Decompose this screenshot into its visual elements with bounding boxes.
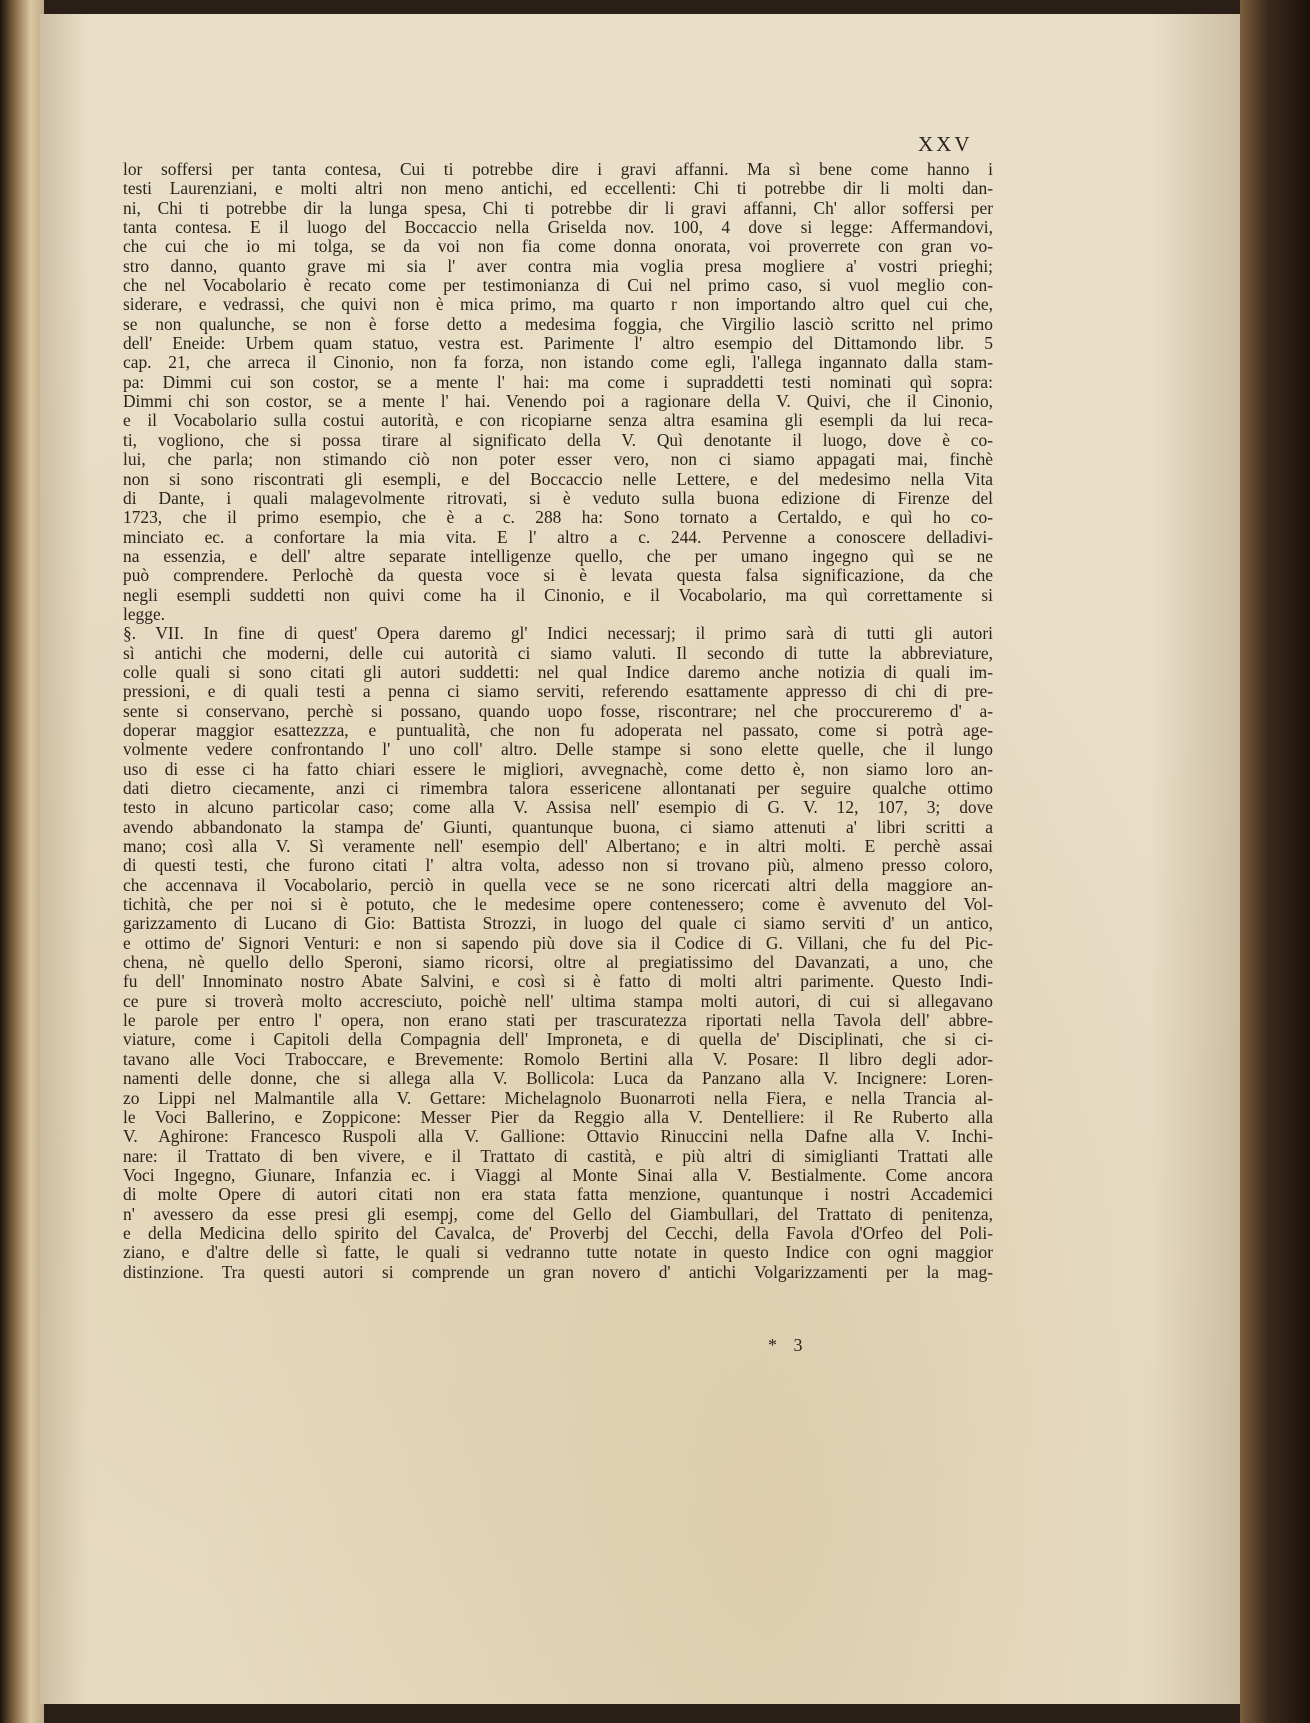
text-line: lui, che parla; non stimando ciò non poter esser vero, non ci siamo appagati mai, finchè [123,449,993,470]
text-line: dati dietro ciecamente, anzi ci rimembra talora essericene allontanati per seguire qualche ottimo [123,778,993,798]
text-line: e il Vocabolario sulla costui autorità, e con ricopiarne senza altra esamina gli esempli da lui reca- [123,410,993,431]
text-line: pa: Dimmi cui son costor, se a mente l' hai: ma come i supraddetti testi nominati quì sopra: [123,371,993,392]
page-number: XXV [918,132,973,156]
text-line: nare: il Trattato di ben vivere, e il Trattato di castità, e più altri di simiglianti Trattati alle [123,1145,993,1166]
text-line: di molte Opere di autori citati non era stata fatta menzione, quantunque i nostri Accademici [123,1184,993,1205]
text-line: Dimmi chi son costor, se a mente l' hai. Venendo poi a ragionare della V. Quivi, che il Cinonio, [123,391,993,412]
text-line: dell' Eneide: Urbem quam statuo, vestra est. Parimente l' altro esempio del Dittamondo libr. 5 [123,333,993,354]
text-line: stro danno, quanto grave mi sia l' aver contra mia voglia presa mogliere a' vostri prieghi; [123,255,993,276]
text-line: namenti delle donne, che si allega alla V. Bollicola: Luca da Panzano alla V. Incignere: Loren- [123,1068,993,1089]
text-line: che accennava il Vocabolario, perciò in quella vece se ne sono ricercati altri della maggiore an- [123,874,993,895]
text-line: sì antichi che moderni, delle cui autorità ci siamo valuti. Il secondo di tutte la abbreviature, [123,642,993,663]
text-line: colle quali si sono citati gli autori suddetti: nel qual Indice daremo anche notizia di quali im- [123,661,993,682]
text-line: tichità, che per noi si è potuto, che le medesime opere contenessero; come è avvenuto del Vol- [123,894,993,915]
text-line: viature, come i Capitoli della Compagnia dell' Improneta, e di quella de' Disciplinati, che si ci- [123,1029,993,1050]
text-line: testo in alcuno particolar caso; come alla V. Assisa nell' esempio di G. V. 12, 107, 3; dove [123,797,993,818]
text-line: V. Aghirone: Francesco Ruspoli alla V. Gallione: Ottavio Rinuccini nella Dafne alla V. Inchi- [123,1126,993,1147]
text-line: 1723, che il primo esempio, che è a c. 288 ha: Sono tornato a Certaldo, e quì ho co- [123,507,993,528]
text-line: na essenzia, e dell' altre separate intelligenze quello, che per umano ingegno quì se ne [123,545,993,566]
body-text [123,160,993,1282]
text-line: se non qualunche, se non è forse detto a medesima foggia, che Virgilio lasciò scritto nel primo [123,313,993,334]
text-line: Voci Ingegno, Giunare, Infanzia ec. i Viaggi al Monte Sinai alla V. Bestialmente. Come ancora [123,1164,993,1185]
text-line: che nel Vocabolario è recato come per testimonianza di Cui nel primo caso, si vuol meglio con- [123,275,993,296]
text-line: ce pure si troverà molto accresciuto, poichè nell' ultima stampa molti autori, di cui si allegavano [123,990,993,1011]
text-line: legge. [123,603,166,624]
text-line: pressioni, e di quali testi a penna ci siamo serviti, referendo esattamente appresso di chi di pre- [123,681,993,702]
text-line: cap. 21, che arreca il Cinonio, non fa forza, non istando come egli, l'allega ingannato dalla stam- [123,352,993,373]
text-line: di Dante, i quali malagevolmente ritrovati, si è veduto sulla buona edizione di Firenze del [123,487,993,508]
text-line: ti, vogliono, che si possa tirare al significato della V. Quì denotante il luogo, dove è co- [123,429,993,450]
signature-mark: * 3 [768,1335,809,1355]
text-line: sente si conservano, perchè si possano, quando uopo fosse, riscontrare; nel che proccureremo d' a- [123,700,993,721]
text-line: volmente vedere confrontando l' uno coll' altro. Delle stampe si sono elette quelle, che il lungo [123,739,993,760]
text-line: di questi testi, che furono citati l' altra volta, adesso non si trovano più, almeno presso coloro, [123,855,993,876]
right-page-edge [1240,0,1310,1723]
text-line: non si sono riscontrati gli esempli, e del Boccaccio nelle Lettere, e del medesimo nella Vita [123,468,993,489]
text-line: tavano alle Voci Traboccare, e Brevemente: Romolo Bertini alla V. Posare: Il libro degli ador- [123,1048,993,1069]
text-line: negli esempli suddetti non quivi come ha il Cinonio, e il Vocabolario, ma quì correttamente si [123,584,993,605]
text-line: uso di esse ci ha fatto chiari essere le migliori, avvegnachè, come detto è, non siamo loro an- [123,758,993,779]
text-line: garizzamento di Lucano di Gio: Battista Strozzi, in luogo del quale ci siamo serviti d' un antico, [123,913,993,934]
text-line: che cui che io mi tolga, se da voi non fia come donna onorata, voi proverrete con gran vo- [123,236,993,257]
text-line: fu dell' Innominato nostro Abate Salvini, e così si è fatto di molti altri parimente. Questo Indi- [123,971,993,992]
text-line: n' avessero da esse presi gli esempj, come del Gello del Giambullari, del Trattato di penitenza, [123,1203,993,1224]
text-line: e ottimo de' Signori Venturi: e non si sapendo più dove sia il Codice di G. Villani, che fu del Pic- [123,932,993,953]
text-line: minciato ec. a confortare la mia vita. E l' altro a c. 244. Pervenne a conoscere delladivi- [123,526,993,547]
text-line: ziano, e d'altre delle sì fatte, le quali si vedranno tutte notate in questo Indice con ogni maggior [123,1242,993,1263]
text-line: mano; così alla V. Sì veramente nell' esempio dell' Albertano; e in altri molti. E perchè assai [123,836,993,857]
text-line: avendo abbandonato la stampa de' Giunti, quantunque buona, ci siamo attenuti a' libri scritti a [123,816,993,837]
text-line: chena, nè quello dello Speroni, siamo ricorsi, oltre al pregiatissimo del Davanzati, a uno, che [123,952,993,973]
text-line: ni, Chi ti potrebbe dir la lunga spesa, Chi ti potrebbe dir li gravi affanni, Ch' allor soffersi per [123,197,993,218]
text-line: doperar maggior esattezzza, e puntualità, che non fu adoperata nel passato, come si potrà age- [123,719,993,740]
left-page-edge [0,0,44,1723]
text-line: le parole per entro l' opera, non erano stati per trascuratezza riportati nella Tavola dell' abbre- [123,1010,993,1031]
text-line: testi Laurenziani, e molti altri non meno antichi, ed eccellenti: Chi ti potrebbe dir li molti dan- [123,178,993,199]
text-line: §. VII. In fine di quest' Opera daremo gl' Indici necessarj; il primo sarà di tutti gli autori [123,623,993,644]
text-line: zo Lippi nel Malmantile alla V. Gettare: Michelagnolo Buonarroti nella Fiera, e nella Trancia al- [123,1087,993,1108]
text-line: può comprendere. Perlochè da questa voce si è levata questa falsa significazione, da che [123,565,993,586]
text-line: lor soffersi per tanta contesa, Cui ti potrebbe dire i gravi affanni. Ma sì bene come hanno i [123,159,993,179]
text-line: siderare, e vedrassi, che quivi non è mica primo, ma quarto r non importando altro quel cui che, [123,294,993,315]
text-line: e della Medicina dello spirito del Cavalca, de' Proverbj del Cecchi, della Favola d'Orfeo del Poli- [123,1222,993,1243]
text-line: distinzione. Tra questi autori si comprende un gran novero d' antichi Volgarizzamenti per la mag- [123,1261,993,1282]
text-line: le Voci Ballerino, e Zoppicone: Messer Pier da Reggio alla V. Dentelliere: il Re Ruberto alla [123,1106,993,1127]
text-line: tanta contesa. E il luogo del Boccaccio nella Griselda nov. 100, 4 dove si legge: Affermandovi, [123,217,993,238]
